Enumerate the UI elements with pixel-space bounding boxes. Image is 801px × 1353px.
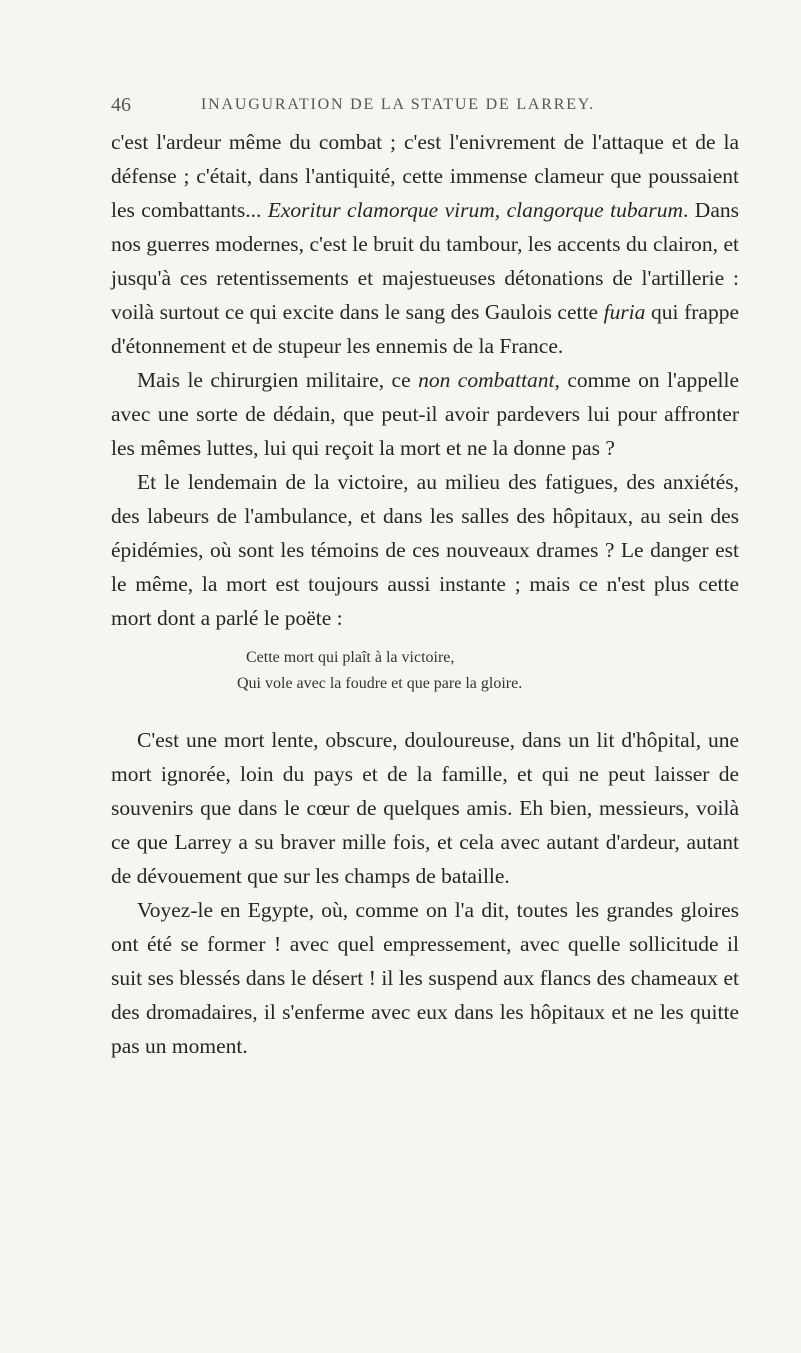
running-head: INAUGURATION DE LA STATUE DE LARREY. [201,96,595,113]
paragraph-1-text-b: . Dans nos guerres modernes, c'est le bruit du tambour, les accents du clairon, et jusqu'à ces retentissements et majestueuses détonations de l'artillerie : voilà surtout ce qui excite dans le sang des Gaulois cette [111,198,739,324]
paragraph-2 [111,363,739,465]
non-combattant-phrase: non combattant [418,368,555,392]
paragraph-1-text-a: c'est l'ardeur même du combat ; c'est l'enivrement de l'attaque et de la défense ; c'était, dans l'antiquité, cette immense clameur que poussaient les combattants... [111,130,739,222]
body-text [111,125,739,1063]
paragraph-2-text-a: Mais le chirurgien militaire, ce [137,368,419,392]
latin-quotation: Exoritur clamorque virum, clangorque tubarum [267,198,683,222]
paragraph-1 [111,125,739,363]
verse-line-2: Qui vole avec la foudre et que pare la gloire. [237,675,523,692]
paragraph-5: Voyez-le en Egypte, où, comme on l'a dit, toutes les grandes gloires ont été se former ! avec quel empressement, avec quelle sollicitude il suit ses blessés dans le désert ! il les suspend aux flancs des chameaux et des dromadaires, il s'enferme avec eux dans les hôpitaux et ne les quitte pas un moment. [111,898,739,1058]
verse-quotation [111,645,739,697]
paragraph-1-text-c: qui frappe d'étonnement et de stupeur les ennemis de la France. [111,300,739,358]
page-number: 46 [111,94,131,116]
page-header [111,94,691,120]
furia-word: furia [603,300,646,324]
paragraph-3: Et le lendemain de la victoire, au milieu des fatigues, des anxiétés, des labeurs de l'ambulance, et dans les salles des hôpitaux, au sein des épidémies, où sont les témoins de ces nouveaux drames ? Le danger est le même, la mort est toujours aussi instante ; mais ce n'est plus cette mort dont a parlé le poëte : [111,470,739,630]
paragraph-4: C'est une mort lente, obscure, douloureuse, dans un lit d'hôpital, une mort ignorée, loin du pays et de la famille, et qui ne peut laisser de souvenirs que dans le cœur de quelques amis. Eh bien, messieurs, voilà ce que Larrey a su braver mille fois, et cela avec autant d'ardeur, autant de dévouement que sur les champs de bataille. [111,728,739,888]
paragraph-2-text-b: , comme on l'appelle avec une sorte de dédain, que peut-il avoir pardevers lui pour affronter les mêmes luttes, lui qui reçoit la mort et ne la donne pas ? [111,368,739,460]
verse-line-1: Cette mort qui plaît à la victoire, [246,649,455,666]
